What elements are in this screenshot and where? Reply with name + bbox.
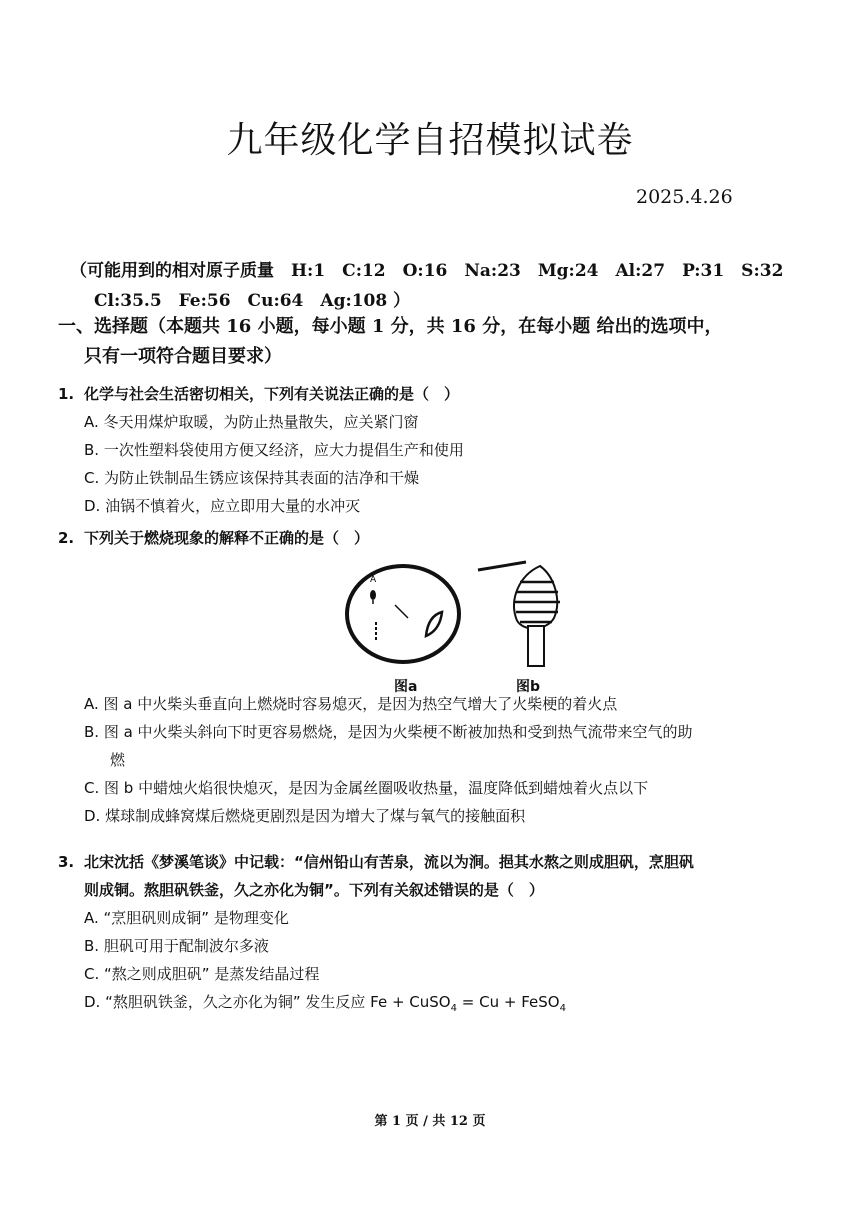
question-1-stem	[58, 380, 828, 408]
question-2-number: 2.	[58, 529, 75, 547]
question-3	[58, 848, 828, 1023]
metal-wire-handle	[478, 562, 526, 570]
match-head-up-icon	[370, 590, 376, 600]
section-heading-line2: 只有一项符合题目要求）	[84, 346, 282, 367]
question-1-text: 化学与社会生活密切相关，下列有关说法正确的是（ ）	[84, 385, 460, 403]
wire-coil-rings	[514, 582, 560, 622]
exam-date: 2025.4.26	[636, 186, 733, 208]
question-2	[58, 524, 828, 552]
question-1-option-d: D. 油锅不慎着火，应立即用大量的水冲灭	[84, 497, 361, 515]
page-footer: 第 1 页 / 共 12 页	[374, 1114, 486, 1129]
figure-a-caption: 图a	[394, 679, 418, 695]
question-2-option-d: D. 煤球制成蜂窝煤后燃烧更剧烈是因为增大了煤与氧气的接触面积	[84, 807, 526, 825]
cuso4-subscript: 4	[450, 1003, 457, 1014]
section-heading-line1: 一、选择题（本题共 16 小题，每小题 1 分，共 16 分，在每小题 给出的选项中，	[58, 316, 723, 337]
question-3-text: 北宋沈括《梦溪笔谈》中记载：“信州铅山有苦泉，流以为涧。挹其水熬之则成胆矾，烹胆矾	[84, 853, 694, 871]
question-1-option-b: B. 一次性塑料袋使用方便又经济，应大力提倡生产和使用	[84, 441, 464, 459]
question-3-option-a: A. “烹胆矾则成铜” 是物理变化	[84, 909, 289, 927]
candle-icon	[528, 626, 544, 666]
question-1	[58, 380, 828, 520]
combustion-figure	[340, 560, 580, 670]
question-3-text-cont: 则成铜。熬胆矾铁釜，久之亦化为铜”。下列有关叙述错误的是（ ）	[84, 881, 544, 899]
question-2-option-b-cont: 燃	[110, 751, 126, 769]
atomic-masses	[70, 256, 840, 316]
question-3-number: 3.	[58, 853, 75, 871]
question-2-options	[58, 690, 828, 830]
atomic-masses-line2: Cl:35.5 Fe:56 Cu:64 Ag:108 ）	[94, 291, 411, 311]
figure-a-mark: A	[370, 575, 377, 585]
question-2-option-a: A. 图 a 中火柴头垂直向上燃烧时容易熄灭，是因为热空气增大了火柴梗的着火点	[84, 695, 618, 713]
page-title: 九年级化学自招模拟试卷	[226, 120, 634, 161]
flame-icon	[426, 612, 442, 636]
question-2-option-b: B. 图 a 中火柴头斜向下时更容易燃烧，是因为火柴梗不断被加热和受到热气流带来空气的助	[84, 723, 693, 741]
option-d-text: D. “熬胆矾铁釜，久之亦化为铜” 发生反应 Fe + CuSO	[84, 993, 451, 1011]
section-heading	[58, 312, 838, 372]
feso4-subscript: 4	[559, 1003, 566, 1014]
question-3-option-d	[58, 988, 828, 1023]
wire-coil-outline	[514, 566, 557, 629]
question-3-option-c: C. “熬之则成胆矾” 是蒸发结晶过程	[84, 965, 320, 983]
question-1-option-c: C. 为防止铁制品生锈应该保持其表面的洁净和干燥	[84, 469, 420, 487]
question-1-number: 1.	[58, 385, 75, 403]
question-3-stem	[58, 848, 828, 876]
atomic-masses-line1: （可能用到的相对原子质量 H:1 C:12 O:16 Na:23 Mg:24 Al:27 P:31 S:32	[70, 261, 784, 281]
question-3-option-b: B. 胆矾可用于配制波尔多液	[84, 937, 269, 955]
question-1-option-a: A. 冬天用煤炉取暖，为防止热量散失，应关紧门窗	[84, 413, 419, 431]
figure-b-caption: 图b	[516, 679, 541, 695]
match-stick-tilted	[395, 605, 408, 618]
option-d-equation: = Cu + FeSO	[457, 993, 560, 1011]
question-2-text: 下列关于燃烧现象的解释不正确的是（ ）	[84, 529, 370, 547]
question-2-option-c: C. 图 b 中蜡烛火焰很快熄灭，是因为金属丝圈吸收热量，温度降低到蜡烛着火点以下	[84, 779, 649, 797]
question-2-stem	[58, 524, 828, 552]
